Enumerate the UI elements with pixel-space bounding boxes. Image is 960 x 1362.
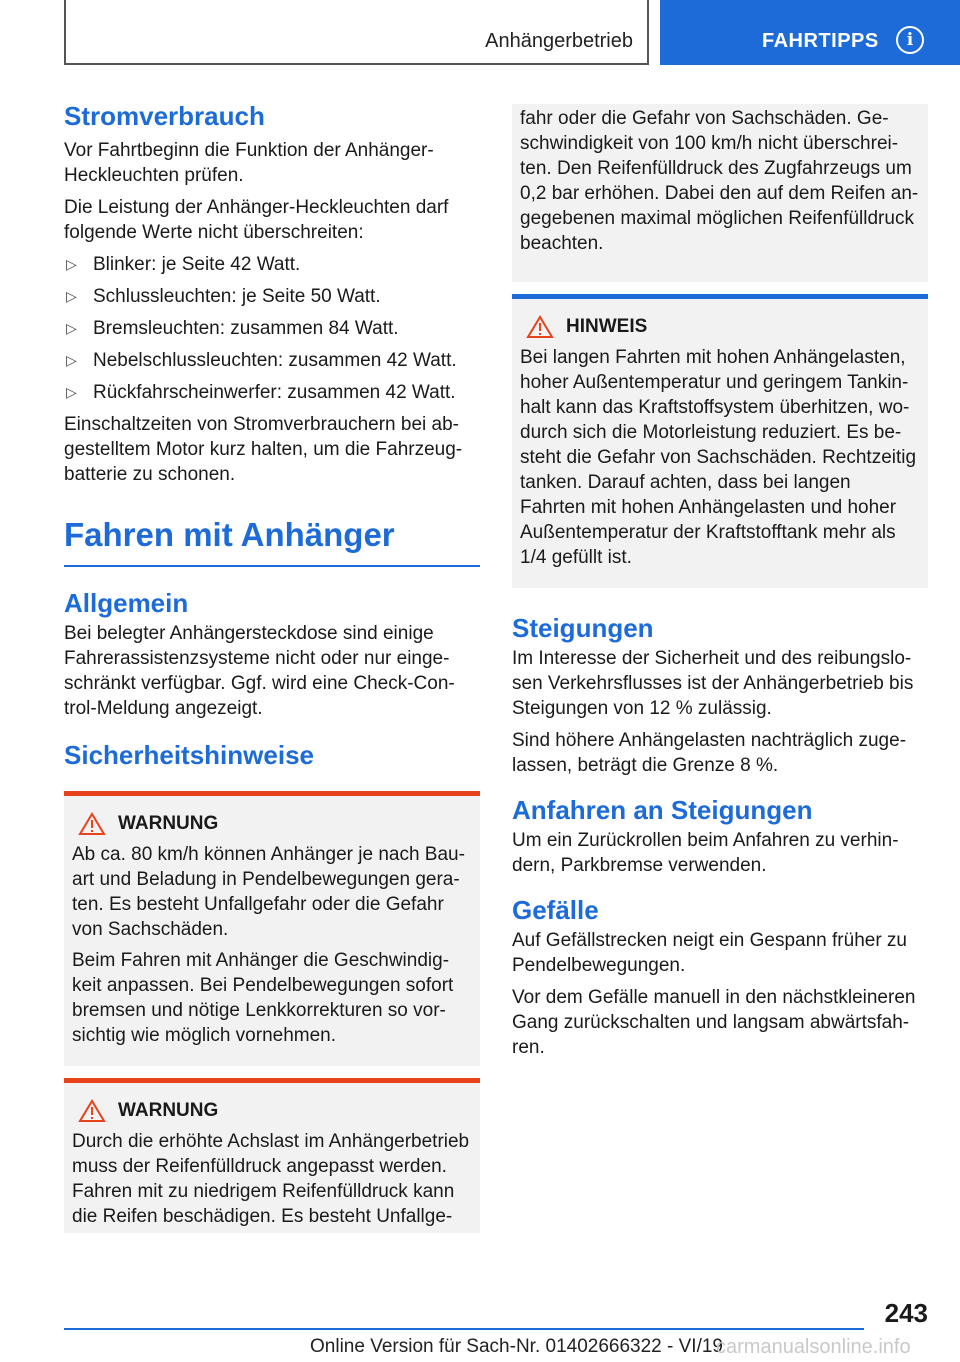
paragraph: Bei langen Fahrten mit hohen Anhängelasten, hoher Außentemperatur und geringem Tankinhalt kann das Kraftstoffsystem überhitzen, wodurch sich die Motorleistung reduziert. Es besteht die Gefahr von Sachschäden. Rechtzeitig tanken. Darauf achten, dass bei langen Fahrten mit hohen Anhängelasten und hoher Außentemperatur der Kraftstofftank mehr als 1/4 gefüllt ist. (520, 347, 917, 568)
header-section-label: Anhängerbetrieb (485, 30, 633, 52)
watermark: carmanualsonline.info (716, 1336, 911, 1358)
list-item: ▷ Bremsleuchten: zusammen 84 Watt. (66, 318, 399, 339)
heading-stromverbrauch: Stromverbrauch (64, 101, 265, 131)
heading-steigungen: Steigungen (512, 613, 654, 643)
paragraph: Vor dem Gefälle manuell in den nächstkleineren Gang zurückschalten und langsam abwärtsfahren. (512, 987, 916, 1058)
triangle-right-icon: ▷ (66, 256, 77, 272)
header-category-label: FAHRTIPPS (762, 30, 879, 52)
paragraph: Ab ca. 80 km/h können Anhänger je nach Bauart und Beladung in Pendelbewegungen geraten. Es besteht Unfallgefahr oder die Gefahr von Sachschäden. (72, 844, 465, 940)
right-column (512, 104, 928, 1067)
warning-box (64, 791, 480, 1066)
paragraph: Durch die erhöhte Achslast im Anhängerbetrieb muss der Reifenfülldruck angepasst werden. Fahren mit zu niedrigem Reifenfülldruck kann die Reifen beschädigen. Es besteht Unfallge- (72, 1131, 470, 1227)
paragraph: Die Leistung der Anhänger-Heckleuchten darf folgende Werte nicht überschreiten: (64, 197, 449, 243)
warning-triangle-icon (78, 812, 106, 836)
paragraph: Bei belegter Anhängersteckdose sind einige Fahrerassistenzsysteme nicht oder nur eingeschränkt verfügbar. Ggf. wird eine Check-Control-Meldung angezeigt. (64, 623, 455, 719)
paragraph: Vor Fahrtbeginn die Funktion der Anhänger-Heckleuchten prüfen. (64, 140, 434, 186)
page-number: 243 (884, 1298, 928, 1328)
heading-gefaelle: Gefälle (512, 895, 599, 925)
heading-sicherheitshinweise: Sicherheitshinweise (64, 740, 314, 770)
paragraph: Sind höhere Anhängelasten nachträglich zugelassen, beträgt die Grenze 8 %. (512, 730, 907, 776)
warning-triangle-icon (526, 315, 554, 339)
footer-divider (64, 1328, 864, 1330)
warning-title: WARNUNG (118, 813, 219, 834)
left-column (64, 100, 480, 1233)
wattage-list (64, 252, 480, 405)
heading-fahren-mit-anhaenger: Fahren mit Anhänger (64, 516, 395, 553)
paragraph: Im Interesse der Sicherheit und des reibungslosen Verkehrsflusses ist der Anhängerbetrieb bis Steigungen von 12 % zulässig. (512, 648, 914, 719)
list-item: ▷ Blinker: je Seite 42 Watt. (66, 254, 301, 275)
warning-triangle-icon (78, 1099, 106, 1123)
warning-box-continued (512, 104, 928, 282)
note-box (512, 294, 928, 588)
paragraph: Einschaltzeiten von Stromverbrauchern bei abgestelltem Motor kurz halten, um die Fahrzeugbatterie zu schonen. (64, 414, 463, 485)
header-section-tab (64, 0, 649, 65)
warning-title: WARNUNG (118, 1100, 219, 1121)
header-category-tab (660, 0, 960, 65)
triangle-right-icon: ▷ (66, 384, 77, 400)
triangle-right-icon: ▷ (66, 288, 77, 304)
heading-anfahren-an-steigungen: Anfahren an Steigungen (512, 795, 813, 825)
heading-allgemein: Allgemein (64, 588, 189, 618)
note-title: HINWEIS (566, 316, 648, 337)
paragraph: fahr oder die Gefahr von Sachschäden. Geschwindigkeit von 100 km/h nicht überschreiten. Den Reifenfülldruck des Zugfahrzeugs um 0,2 bar erhöhen. Dabei den auf dem Reifen angegebenen maximal möglichen Reifenfülldruck beachten. (520, 108, 919, 254)
section-divider (64, 565, 480, 567)
paragraph: Um ein Zurückrollen beim Anfahren zu verhindern, Parkbremse verwenden. (512, 830, 899, 876)
list-item: ▷ Nebelschlussleuchten: zusammen 42 Watt. (66, 350, 457, 371)
triangle-right-icon: ▷ (66, 320, 77, 336)
online-version-text: Online Version für Sach-Nr. 01402666322 - VI/19 (310, 1336, 723, 1357)
list-item: ▷ Schlussleuchten: je Seite 50 Watt. (66, 286, 381, 307)
paragraph: Auf Gefällstrecken neigt ein Gespann früher zu Pendelbewegungen. (512, 930, 908, 976)
info-circle-icon: i (896, 26, 924, 54)
list-item: ▷ Rückfahrscheinwerfer: zusammen 42 Watt. (66, 382, 456, 403)
triangle-right-icon: ▷ (66, 352, 77, 368)
paragraph: Beim Fahren mit Anhänger die Geschwindigkeit anpassen. Bei Pendelbewegungen sofort bremsen und nötige Lenkkorrekturen so vorsichtig wie möglich vornehmen. (72, 950, 454, 1046)
warning-box (64, 1078, 480, 1233)
